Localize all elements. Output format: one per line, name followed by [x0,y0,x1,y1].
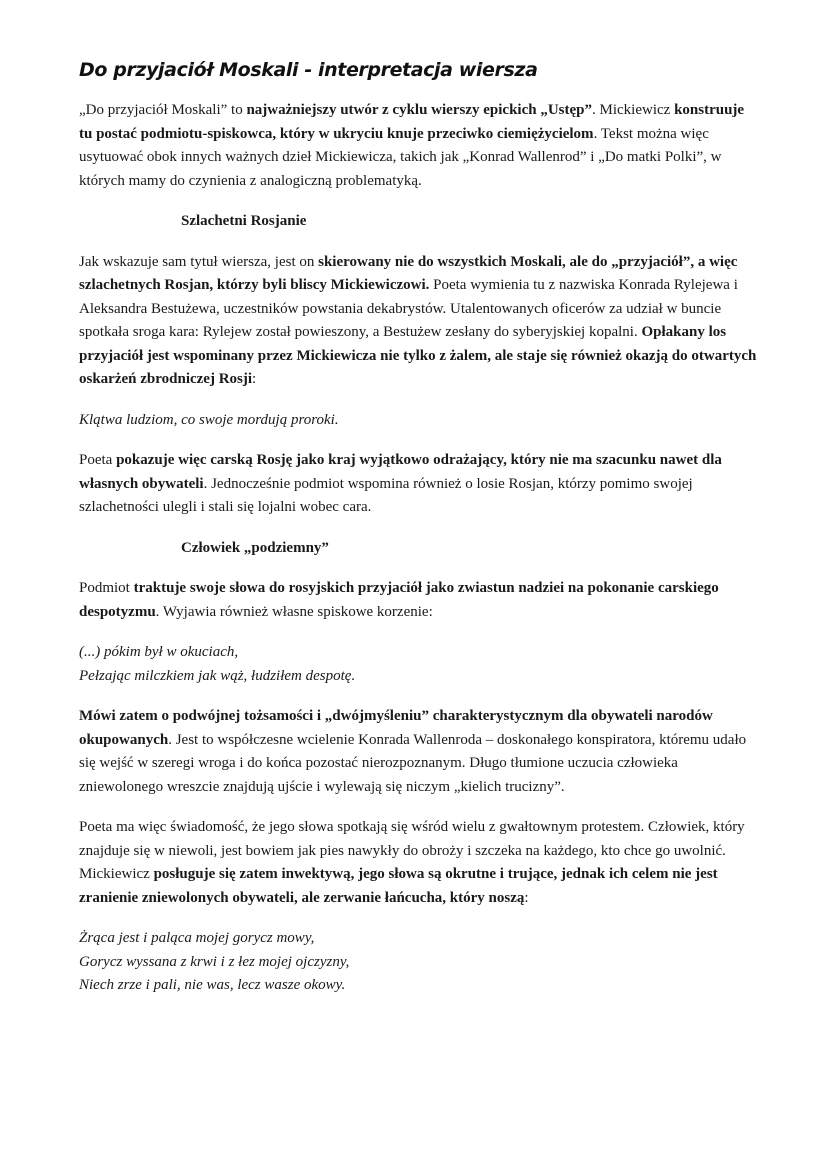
quote-line: Niech zrze i pali, nie was, lecz wasze okowy. [79,977,346,993]
section2-paragraph-3 [79,816,758,910]
text-run: Podmiot [79,580,134,596]
section1-paragraph-2 [79,449,758,520]
quote-line: Gorycz wyssana z krwi i z łez mojej ojczyzny, [79,953,350,970]
bold-run: najważniejszy utwór z cyklu wierszy epickich „Ustęp” [246,102,592,118]
bold-run: Opłakany los przyjaciół jest wspominany przez Mickiewicza nie tylko z żalem, ale staje się również okazją do otwartych oskarżeń zbrodniczej Rosji [79,324,757,387]
text-run: Jak wskazuje sam tytuł wiersza, jest on [79,253,319,270]
quote-line: Żrąca jest i paląca mojej gorycz mowy, [79,930,315,946]
section1-paragraph-1 [79,251,758,392]
text-run: Poeta [79,452,117,468]
text-run: . Mickiewicz [592,102,675,118]
text-run: . Tekst można więc usytuować obok innych ważnych dzieł Mickiewicza, takich jak „Konrad Wallenrod” i „Do matki Polki”, w których mamy do czynienia z analogiczną problematyką. [79,125,722,189]
text-run: . Jest to współczesne wcielenie Konrada Wallenroda – doskonałego konspiratora, któremu udało się wejść w szeregi wroga i do końca pozostać nierozpoznanym. Długo tłumione uczucia człowieka zniewolonego wreszcie znajdują ujście i wylewają się niczym „kielich trucizny”. [79,731,747,795]
quote-okucia [79,641,758,688]
section2-paragraph-2 [79,705,758,799]
section-heading-szlachetni-rosjanie: Szlachetni Rosjanie [181,213,307,229]
text-run: „Do przyjaciół Moskali” to [79,102,247,118]
text-run: : [252,371,257,387]
bold-run: skierowany nie do wszystkich Moskali, ale do „przyjaciół”, a więc szlachetnych Rosjan, którzy byli bliscy Mickiewiczowi. [79,253,738,293]
section-heading-czlowiek-podziemny: Człowiek „podziemny” [181,539,329,556]
quote-klatwa [79,409,758,433]
section2-paragraph-1 [79,577,758,624]
text-run: . Wyjawia również własne spiskowe korzenie: [155,603,433,620]
bold-run: pokazuje więc carską Rosję jako kraj wyjątkowo odrażający, który nie ma szacunku nawet dla własnych obywateli [79,452,722,492]
bold-run: Mówi zatem o podwójnej tożsamości i „dwójmyśleniu” charakterystycznym dla obywateli narodów okupowanych [79,708,713,748]
quote-line: Klątwa ludziom, co swoje mordują proroki. [79,411,339,428]
text-run: Poeta ma więc świadomość, że jego słowa spotkają się wśród wielu z gwałtownym protestem. Człowiek, który znajduje się w niewoli, jest bowiem jak pies nawykły do obroży i szczeka na każdego, kto chce go uwolnić. Mickiewicz [79,819,745,882]
bold-run: traktuje swoje słowa do rosyjskich przyjaciół jako zwiastun nadziei na pokonanie carskiego despotyzmu [79,580,719,620]
intro-paragraph [79,99,758,193]
bold-run: posługuje się zatem inwektywą, jego słowa są okrutne i trujące, jednak ich celem nie jest zranienie zniewolonych obywateli, ale zerwanie łańcucha, który noszą [79,866,718,906]
quote-line: Pełzając milczkiem jak wąż, łudziłem despotę. [79,667,356,684]
bold-run: konstruuje tu postać podmiotu-spiskowca, który w ukryciu knuje przeciwko ciemiężycielom [79,102,745,142]
page-title: Do przyjaciół Moskali - interpretacja wiersza [79,59,538,81]
quote-line: (...) pókim był w okuciach, [79,644,239,660]
text-run: . Jednocześnie podmiot wspomina również o losie Rosjan, którzy pomimo swojej szlachetności ulegli i stali się lojalni wobec cara. [79,475,693,515]
text-run: : [524,889,529,906]
text-run: Poeta wymienia tu z nazwiska Konrada Rylejewa i Aleksandra Bestużewa, uczestników powstania dekabrystów. Utalentowanych oficerów za udział w buncie spotkała sroga kara: Rylejew został powieszony, a Bestużew zesłany do syberyjskiej kopalni. [79,277,738,340]
quote-gorycz [79,927,758,998]
